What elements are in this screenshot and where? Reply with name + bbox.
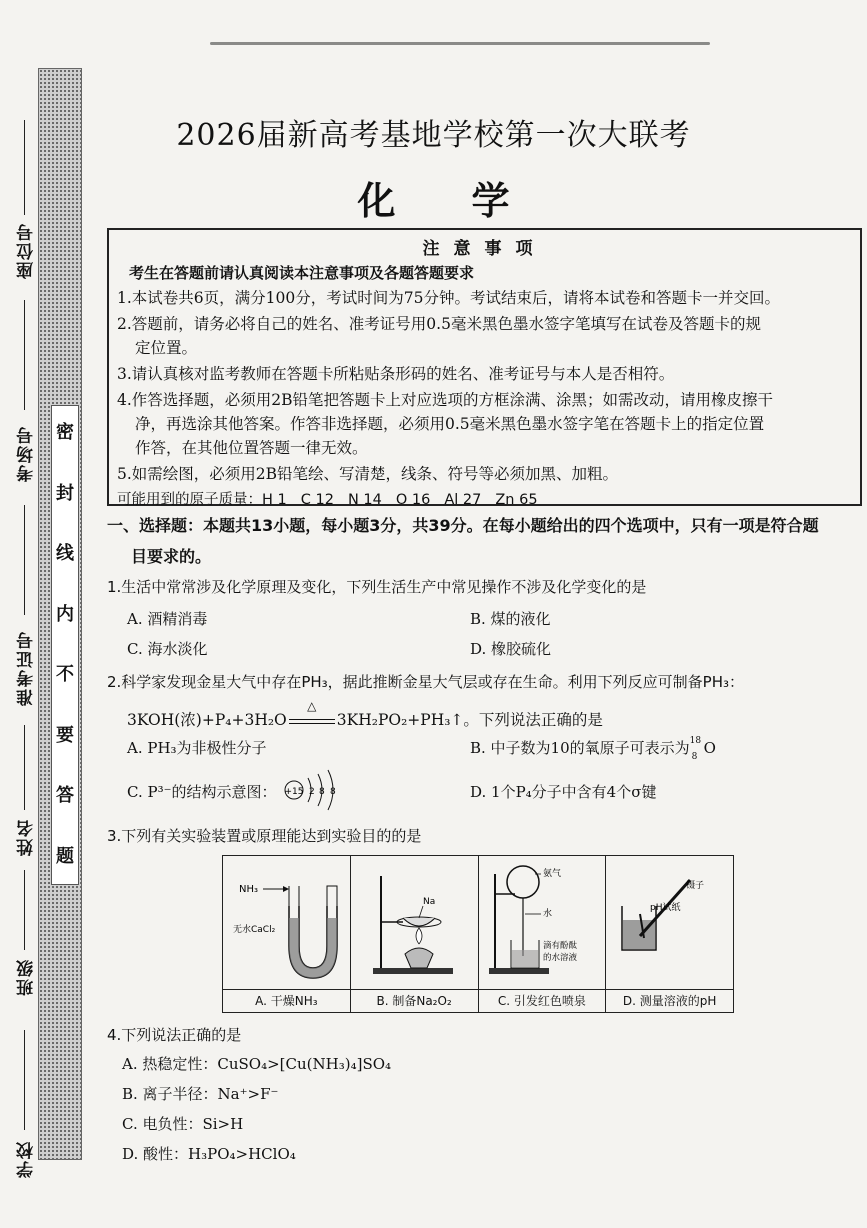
mass-item: O 16 [395, 492, 431, 508]
isotope-notation [689, 736, 704, 762]
class-field [14, 958, 36, 996]
q4-option-d[interactable]: D. 酸性：H₃PO₄>HClO₄ [122, 1145, 296, 1163]
mass-item: C 12 [300, 492, 334, 508]
u-tube-inner [299, 906, 327, 968]
gas-label: 氨气 [542, 869, 561, 879]
fountain-drawing [479, 856, 607, 992]
question-4 [107, 1024, 241, 1045]
q4-option-a[interactable]: A. 热稳定性：CuSO₄>[Cu(NH₃)₄]SO₄ [122, 1055, 392, 1073]
seal-char: 封 [56, 482, 74, 504]
tweezer-label: 镊子 [686, 881, 705, 891]
apparatus-d[interactable] [606, 856, 733, 1012]
q2-option-c[interactable] [127, 781, 277, 802]
notice-intro: 考生在答题前请认真阅读本注意事项及各题答题要求 [129, 264, 475, 282]
ion-structure-diagram [280, 768, 350, 812]
section-line: 目要求的。 [131, 547, 212, 566]
round-flask [507, 866, 539, 898]
class-label: 班级 [17, 958, 37, 996]
q4-option-c[interactable]: C. 电负性：Si>H [122, 1115, 244, 1133]
notice-item: 2.答题前，请务必将自己的姓名、准考证号用0.5毫米黑色墨水签字笔填写在试卷及答题卡的规 [117, 315, 761, 333]
option-c-text: C. P³⁻的结构示意图： [127, 783, 277, 801]
drying-agent [289, 918, 337, 978]
shell-electrons: 8 [319, 787, 325, 797]
exam-title: 2026届新高考基地学校第一次大联考 [176, 118, 691, 153]
seal-char: 不 [56, 664, 74, 686]
seal-char: 答 [56, 785, 74, 807]
q2-option-b[interactable] [470, 736, 716, 762]
room-label: 考场号 [17, 425, 37, 482]
flame [416, 928, 422, 944]
question-2 [107, 671, 744, 692]
apparatus-c[interactable] [479, 856, 607, 1012]
question-stem: 1.生活中常常涉及化学原理及变化，下列生活生产中常见操作不涉及化学变化的是 [107, 578, 647, 596]
school-line[interactable] [14, 1030, 36, 1130]
school-label: 学校 [17, 1140, 37, 1178]
shell-electrons: 2 [309, 787, 315, 797]
scan-edge-line [210, 42, 710, 45]
stand-base [373, 968, 453, 974]
q1-option-c[interactable]: C. 海水淡化 [127, 640, 208, 658]
name-line[interactable] [14, 725, 36, 810]
crucible-drawing [351, 856, 479, 992]
q1-option-d[interactable]: D. 橡胶硫化 [470, 640, 552, 658]
school-field [14, 1140, 36, 1178]
water-label: 水 [542, 909, 552, 919]
name-field [14, 818, 36, 856]
nucleus-charge: +15 [284, 787, 304, 797]
room-line[interactable] [14, 300, 36, 410]
exam-id-field [14, 630, 36, 706]
notice-item-cont: 净，再选涂其他答案。作答非选择题，必须用0.5毫米黑色墨水签字笔在答题卡上的指定位置 [135, 415, 765, 433]
element-symbol: O [703, 739, 716, 757]
mass-item: Zn 65 [495, 492, 538, 508]
seal-char: 线 [56, 543, 74, 565]
question-stem: 3.下列有关实验装置或原理能达到实验目的的是 [107, 827, 422, 845]
phenol-label: 的水溶液 [542, 953, 577, 963]
question-3 [107, 825, 421, 846]
nh3-label: NH₃ [239, 884, 259, 895]
heat-symbol: △ [307, 699, 317, 713]
ph-paper-label: pH试纸 [650, 903, 681, 913]
q2-option-d[interactable]: D. 1个P₄分子中含有4个σ键 [470, 783, 657, 801]
solution [512, 950, 538, 967]
mass-number: 18 [689, 736, 702, 746]
question-1 [107, 576, 646, 597]
name-label: 姓名 [17, 818, 37, 856]
mass-item: Al 27 [444, 492, 482, 508]
caption-d: D. 测量溶液的pH [606, 989, 733, 1012]
notice-item: 5.如需绘图，必须用2B铅笔绘、写清楚，线条、符号等必须加黑、加粗。 [117, 465, 619, 483]
notice-item: 4.作答选择题，必须用2B铅笔把答题卡上对应选项的方框涂满、涂黑；如需改动，请用橡皮擦干 [117, 391, 774, 409]
notice-heading: 注意事项 [422, 239, 547, 259]
q4-option-b[interactable]: B. 离子半径：Na⁺>F⁻ [122, 1085, 279, 1103]
seal-char: 内 [56, 603, 74, 625]
evaporating-dish [403, 918, 435, 926]
caption-b: B. 制备Na₂O₂ [351, 989, 478, 1012]
notice-item-cont: 定位置。 [135, 339, 198, 357]
cacl2-label: 无水CaCl₂ [233, 925, 276, 935]
mass-item: H 1 [262, 492, 287, 508]
alcohol-lamp [405, 948, 433, 968]
q2-equation [127, 699, 603, 730]
mass-label: 可能用到的原子质量： [117, 492, 262, 508]
room-field [14, 425, 36, 482]
section-line: 一、选择题：本题共13小题，每小题3分，共39分。在每小题给出的四个选项中，只有一项是符合题 [107, 516, 819, 535]
notice-item: 3.请认真核对监考教师在答题卡所粘贴条形码的姓名、准考证号与本人是否相符。 [117, 365, 675, 383]
seal-line-box [51, 405, 79, 885]
reaction-arrow [287, 699, 337, 729]
apparatus-b[interactable] [351, 856, 479, 1012]
equation-left: 3KOH(浓)+P₄+3H₂O [127, 711, 287, 729]
exam-id-label: 准考证号 [17, 630, 37, 706]
subject-char: 学 [471, 179, 510, 223]
class-line[interactable] [14, 870, 36, 950]
u-tube-drawing [223, 856, 351, 992]
question-stem: 4.下列说法正确的是 [107, 1026, 242, 1044]
q1-option-b[interactable]: B. 煤的液化 [470, 610, 551, 628]
option-b-text: B. 中子数为10的氧原子可表示为 [470, 739, 690, 757]
notice-item-cont: 作答，在其他位置答题一律无效。 [135, 439, 368, 457]
mass-item: N 14 [347, 492, 382, 508]
equation-right: 3KH₂PO₂+PH₃↑。下列说法正确的是 [336, 711, 603, 729]
subject-title [0, 170, 867, 225]
stand-base [489, 968, 549, 974]
seal-char: 要 [56, 724, 74, 746]
seal-char: 题 [56, 845, 74, 867]
caption-c: C. 引发红色喷泉 [479, 989, 606, 1012]
notice-box [107, 228, 862, 506]
ph-test-drawing [606, 856, 734, 992]
exam-id-line[interactable] [14, 505, 36, 615]
section-header [107, 510, 862, 572]
question-stem: 2.科学家发现金星大气中存在PH₃，据此推断金星大气层或存在生命。利用下列反应可制备PH₃： [107, 673, 744, 691]
experiment-figure [222, 855, 734, 1013]
atomic-number: 8 [691, 752, 698, 762]
apparatus-a[interactable] [223, 856, 351, 1012]
seat-label: 座位号 [17, 222, 37, 279]
caption-a: A. 干燥NH₃ [223, 989, 350, 1012]
q1-option-a[interactable]: A. 酒精消毒 [127, 610, 208, 628]
notice-item: 1.本试卷共6页，满分100分，考试时间为75分钟。考试结束后，请将本试卷和答题卡一并交回。 [117, 289, 780, 307]
arrow-head [283, 886, 289, 892]
seal-char: 密 [56, 422, 74, 443]
seat-field [14, 222, 36, 279]
shell-electrons: 8 [330, 787, 336, 797]
subject-char: 化 [357, 179, 396, 223]
q2-option-a[interactable]: A. PH₃为非极性分子 [127, 739, 267, 757]
na-label: Na [422, 897, 435, 907]
phenol-label: 滴有酚酞 [542, 941, 577, 951]
